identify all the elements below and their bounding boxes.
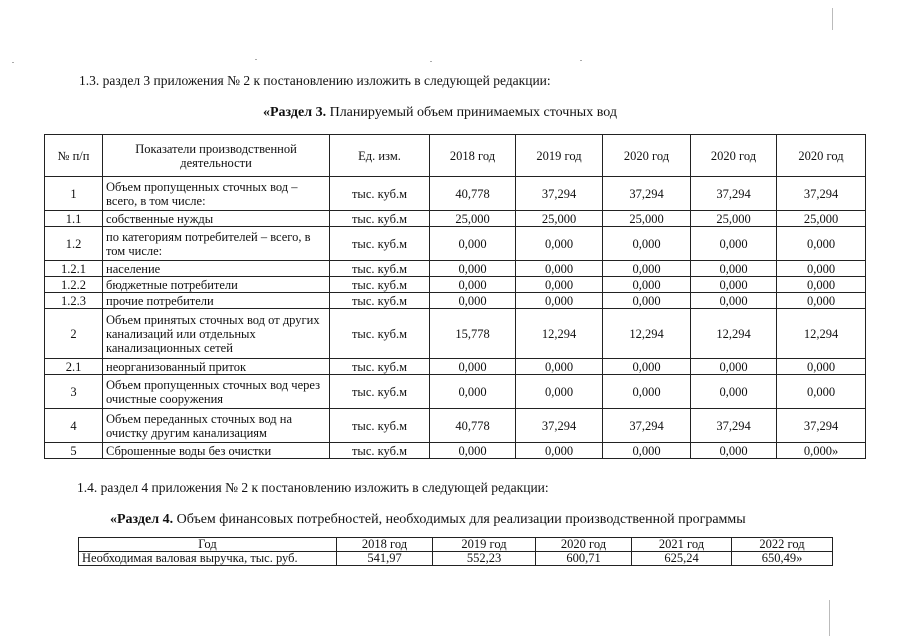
row-value-1: 0,000 [430, 277, 516, 293]
row-unit: тыс. куб.м [330, 375, 430, 409]
row-value-1: 0,000 [430, 293, 516, 309]
row-value-2: 12,294 [516, 309, 603, 359]
row-unit: тыс. куб.м [330, 443, 430, 459]
row-num: 2.1 [45, 359, 103, 375]
row-value-4: 0,000 [691, 375, 777, 409]
revenue-2020: 600,71 [536, 552, 632, 566]
row-value-3: 0,000 [603, 227, 691, 261]
revenue-label: Необходимая валовая выручка, тыс. руб. [79, 552, 337, 566]
row-value-4: 0,000 [691, 227, 777, 261]
row-unit: тыс. куб.м [330, 409, 430, 443]
row-value-1: 40,778 [430, 177, 516, 211]
row-indicator: собственные нужды [103, 211, 330, 227]
row-unit: тыс. куб.м [330, 293, 430, 309]
row-unit: тыс. куб.м [330, 309, 430, 359]
paragraph-1-4: 1.4. раздел 4 приложения № 2 к постановлению изложить в следующей редакции: [77, 480, 549, 495]
header-year-2: 2019 год [516, 135, 603, 177]
table-row [45, 375, 866, 409]
row-value-5: 12,294 [777, 309, 866, 359]
table-row [45, 409, 866, 443]
row-value-4: 0,000 [691, 359, 777, 375]
row-value-2: 25,000 [516, 211, 603, 227]
row-value-3: 37,294 [603, 177, 691, 211]
row-value-3: 25,000 [603, 211, 691, 227]
header-year-label: Год [79, 538, 337, 552]
scan-mark [832, 8, 833, 30]
row-value-3: 0,000 [603, 293, 691, 309]
table-row [45, 443, 866, 459]
row-indicator: население [103, 261, 330, 277]
row-num: 4 [45, 409, 103, 443]
row-num: 2 [45, 309, 103, 359]
section-4-title-bold: «Раздел 4. [110, 512, 174, 527]
table-row [45, 211, 866, 227]
row-num: 1.2.1 [45, 261, 103, 277]
row-value-4: 25,000 [691, 211, 777, 227]
row-indicator: неорганизованный приток [103, 359, 330, 375]
row-value-5: 0,000 [777, 375, 866, 409]
row-value-1: 25,000 [430, 211, 516, 227]
row-value-5: 37,294 [777, 409, 866, 443]
row-value-2: 0,000 [516, 375, 603, 409]
row-value-1: 0,000 [430, 443, 516, 459]
row-value-5: 0,000 [777, 277, 866, 293]
row-value-1: 0,000 [430, 227, 516, 261]
header-year-5: 2020 год [777, 135, 866, 177]
row-indicator: прочие потребители [103, 293, 330, 309]
section-4-table [78, 537, 833, 566]
row-value-2: 0,000 [516, 443, 603, 459]
row-value-1: 40,778 [430, 409, 516, 443]
row-num: 1.1 [45, 211, 103, 227]
row-value-2: 37,294 [516, 409, 603, 443]
row-indicator: Сброшенные воды без очистки [103, 443, 330, 459]
paragraph-1-3: 1.3. раздел 3 приложения № 2 к постановлению изложить в следующей редакции: [79, 73, 551, 88]
header-num: № п/п [45, 135, 103, 177]
row-value-3: 0,000 [603, 277, 691, 293]
row-indicator: Объем принятых сточных вод от других канализаций или отдельных канализационных сетей [103, 309, 330, 359]
row-unit: тыс. куб.м [330, 359, 430, 375]
header-2022: 2022 год [732, 538, 833, 552]
row-value-2: 0,000 [516, 277, 603, 293]
row-num: 1.2.2 [45, 277, 103, 293]
header-unit: Ед. изм. [330, 135, 430, 177]
scan-dot [12, 62, 14, 63]
table-row [45, 261, 866, 277]
row-num: 1 [45, 177, 103, 211]
row-num: 1.2.3 [45, 293, 103, 309]
row-unit: тыс. куб.м [330, 177, 430, 211]
table-row [45, 309, 866, 359]
row-unit: тыс. куб.м [330, 227, 430, 261]
header-indicator: Показатели производственной деятельности [103, 135, 330, 177]
row-value-5: 0,000» [777, 443, 866, 459]
section-3-table [44, 134, 866, 459]
row-value-2: 37,294 [516, 177, 603, 211]
row-value-4: 37,294 [691, 177, 777, 211]
row-value-2: 0,000 [516, 293, 603, 309]
header-year-4: 2020 год [691, 135, 777, 177]
row-value-5: 25,000 [777, 211, 866, 227]
section-3-title-rest: Планируемый объем принимаемых сточных вод [326, 105, 617, 120]
row-value-3: 0,000 [603, 443, 691, 459]
revenue-2021: 625,24 [632, 552, 732, 566]
row-num: 1.2 [45, 227, 103, 261]
row-value-3: 37,294 [603, 409, 691, 443]
row-unit: тыс. куб.м [330, 277, 430, 293]
row-value-4: 0,000 [691, 277, 777, 293]
row-value-4: 0,000 [691, 293, 777, 309]
row-value-5: 0,000 [777, 293, 866, 309]
revenue-2022: 650,49» [732, 552, 833, 566]
row-value-2: 0,000 [516, 227, 603, 261]
section-4-header-row [79, 538, 833, 552]
scan-dot [430, 61, 432, 62]
row-indicator: Объем пропущенных сточных вод через очистные сооружения [103, 375, 330, 409]
row-value-3: 0,000 [603, 261, 691, 277]
row-value-2: 0,000 [516, 261, 603, 277]
scan-dot [580, 60, 582, 61]
row-value-5: 37,294 [777, 177, 866, 211]
header-2021: 2021 год [632, 538, 732, 552]
row-value-1: 0,000 [430, 359, 516, 375]
header-2019: 2019 год [433, 538, 536, 552]
scan-dot [255, 59, 257, 60]
row-indicator: бюджетные потребители [103, 277, 330, 293]
row-num: 5 [45, 443, 103, 459]
table-row [45, 277, 866, 293]
row-value-4: 12,294 [691, 309, 777, 359]
row-value-5: 0,000 [777, 359, 866, 375]
header-year-3: 2020 год [603, 135, 691, 177]
row-value-3: 12,294 [603, 309, 691, 359]
row-unit: тыс. куб.м [330, 211, 430, 227]
row-value-1: 0,000 [430, 375, 516, 409]
header-2020: 2020 год [536, 538, 632, 552]
row-value-2: 0,000 [516, 359, 603, 375]
revenue-2018: 541,97 [337, 552, 433, 566]
row-value-5: 0,000 [777, 227, 866, 261]
table-row [45, 227, 866, 261]
table-row [45, 293, 866, 309]
section-4-data-row [79, 552, 833, 566]
row-value-5: 0,000 [777, 261, 866, 277]
section-3-title [263, 105, 617, 121]
table-row [45, 359, 866, 375]
header-year-1: 2018 год [430, 135, 516, 177]
row-indicator: по категориям потребителей – всего, в том числе: [103, 227, 330, 261]
row-value-4: 0,000 [691, 443, 777, 459]
table-row [45, 177, 866, 211]
row-value-3: 0,000 [603, 359, 691, 375]
row-unit: тыс. куб.м [330, 261, 430, 277]
row-value-3: 0,000 [603, 375, 691, 409]
section-3-title-bold: «Раздел 3. [263, 105, 327, 120]
section-4-title [110, 512, 746, 528]
section-4-title-rest: Объем финансовых потребностей, необходимых для реализации производственной программы [173, 512, 746, 527]
row-value-1: 15,778 [430, 309, 516, 359]
row-num: 3 [45, 375, 103, 409]
row-value-4: 37,294 [691, 409, 777, 443]
row-value-1: 0,000 [430, 261, 516, 277]
scan-mark [829, 600, 830, 636]
row-indicator: Объем переданных сточных вод на очистку другим канализациям [103, 409, 330, 443]
revenue-2019: 552,23 [433, 552, 536, 566]
row-value-4: 0,000 [691, 261, 777, 277]
row-indicator: Объем пропущенных сточных вод – всего, в том числе: [103, 177, 330, 211]
header-2018: 2018 год [337, 538, 433, 552]
section-3-header-row [45, 135, 866, 177]
